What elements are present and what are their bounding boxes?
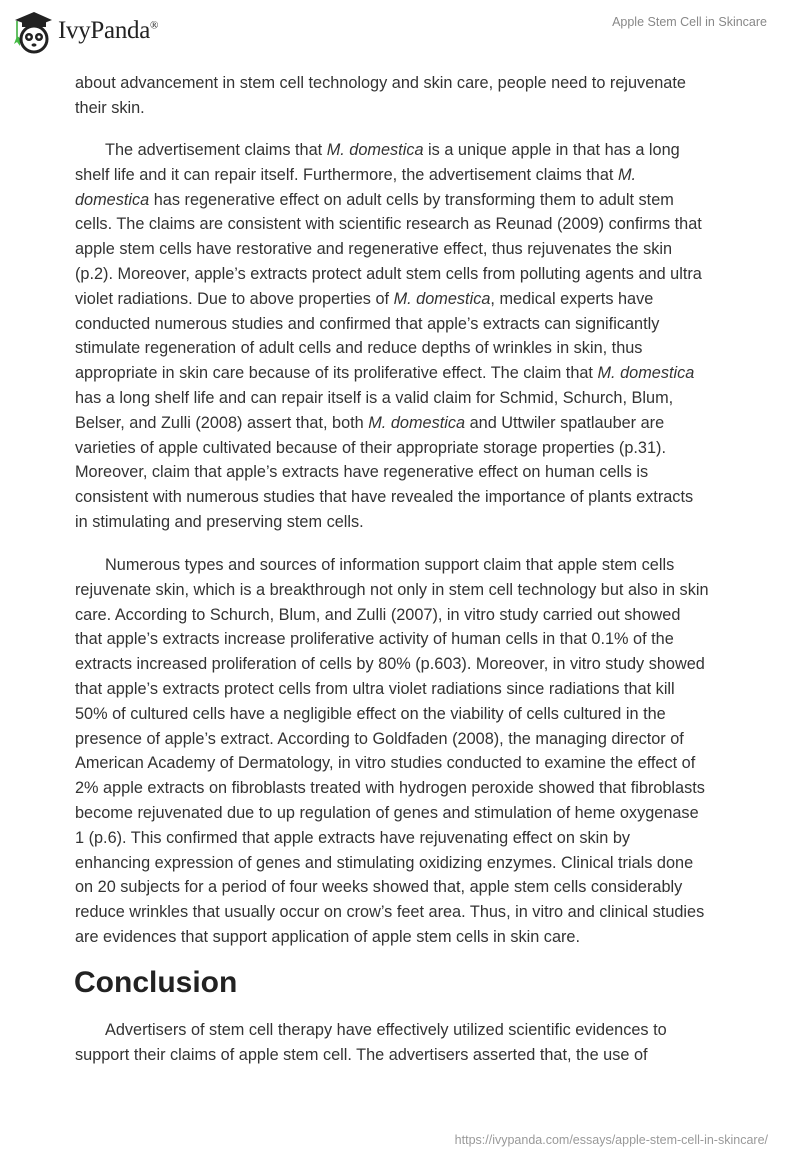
document-title: Apple Stem Cell in Skincare — [612, 15, 767, 29]
text-run: in stimulating and preserving stem cells. — [75, 512, 364, 531]
text-run: conducted numerous studies and confirmed that apple’s extracts can significantly — [75, 314, 660, 333]
italic-text-run: M. domestica — [597, 364, 695, 383]
text-line — [75, 287, 735, 312]
text-line — [75, 652, 735, 677]
text-run: and Uttwiler spatlauber are — [465, 413, 665, 432]
text-run: presence of apple’s extract. According to Goldfaden (2008), the managing director of — [75, 729, 684, 748]
text-run: 1 (p.6). This confirmed that apple extracts have rejuvenating effect on skin by — [75, 828, 631, 847]
text-line — [75, 1043, 735, 1068]
text-line — [75, 553, 735, 578]
text-run: Belser, and Zulli (2008) assert that, both — [75, 413, 369, 432]
text-line — [75, 460, 735, 485]
text-line — [75, 71, 735, 96]
text-line — [75, 262, 735, 287]
text-line — [75, 485, 735, 510]
text-run: care. According to Schurch, Blum, and Zulli (2007), in vitro study carried out showed — [75, 605, 681, 624]
panda-graduate-icon — [12, 8, 52, 54]
text-line — [75, 436, 735, 461]
text-run: are evidences that support application of apple stem cells in skin care. — [75, 927, 580, 946]
text-line — [75, 851, 735, 876]
text-line — [75, 702, 735, 727]
italic-text-run: M. domestica — [326, 141, 424, 159]
paragraph — [75, 138, 735, 535]
source-url[interactable]: https://ivypanda.com/essays/apple-stem-cell-in-skincare/ — [454, 1133, 768, 1147]
text-run: has regenerative effect on adult cells by transforming them to adult stem — [149, 190, 674, 209]
text-run: cells. The claims are consistent with scientific research as Reunad (2009) confirms that — [75, 215, 702, 234]
text-line — [75, 188, 735, 213]
italic-text-run: M. domestica — [393, 289, 491, 308]
text-run: The advertisement claims that — [105, 141, 327, 159]
text-line — [75, 900, 735, 925]
text-line — [75, 801, 735, 826]
text-line — [75, 312, 735, 337]
text-line — [75, 411, 735, 436]
text-line — [75, 163, 735, 188]
text-line — [75, 826, 735, 851]
text-run: Numerous types and sources of information support claim that apple stem cells — [105, 556, 675, 574]
italic-text-run: M. domestica — [368, 413, 466, 432]
ivypanda-logo[interactable] — [12, 8, 158, 54]
text-run: extracts increased proliferation of cells by 80% (p.603). Moreover, in vitro study showed — [75, 655, 705, 674]
text-run: that apple’s extracts protect cells from ultra violet radiations since radiations that kill — [75, 679, 675, 698]
paragraph — [75, 553, 735, 950]
text-run: consistent with numerous studies that have revealed the importance of plants extracts — [75, 488, 694, 507]
text-run: reduce wrinkles that usually occur on crow’s feet area. Thus, in vitro and clinical studies — [75, 903, 705, 922]
text-line — [75, 386, 735, 411]
text-run: varieties of apple cultivated because of their appropriate storage properties (p.31). — [75, 438, 666, 457]
paragraph — [75, 71, 735, 121]
text-line — [75, 361, 735, 386]
text-line — [75, 627, 735, 652]
text-run: stimulate regeneration of adult cells and reduce depths of wrinkles in skin, thus — [75, 339, 643, 358]
text-run: become rejuvenated due to up regulation of genes and stimulation of heme oxygenase — [75, 803, 699, 822]
text-line — [75, 96, 735, 121]
text-run: , medical experts have — [490, 289, 654, 308]
text-line — [75, 1018, 735, 1043]
text-line — [75, 677, 735, 702]
text-line — [75, 578, 735, 603]
text-line — [75, 751, 735, 776]
text-run: American Academy of Dermatology, in vitro studies conducted to examine the effect of — [75, 754, 696, 773]
text-run: appropriate in skin care because of its proliferative effect. The claim that — [75, 364, 598, 383]
logo-text: IvyPanda® — [58, 17, 159, 44]
text-run: apple stem cells have restorative and regenerative effect, thus rejuvenates the skin — [75, 240, 673, 259]
italic-text-run: M. — [617, 165, 637, 184]
text-line — [75, 925, 735, 950]
paragraph — [75, 1018, 735, 1068]
text-line — [75, 212, 735, 237]
text-line — [75, 237, 735, 262]
section-heading-conclusion: Conclusion — [74, 966, 238, 999]
text-run: rejuvenate skin, which is a breakthrough not only in stem cell technology but also in skin — [75, 580, 709, 599]
text-run: Advertisers of stem cell therapy have effectively utilized scientific evidences to — [105, 1021, 667, 1039]
text-run: about advancement in stem cell technology and skin care, people need to rejuvenate — [75, 74, 686, 92]
text-run: their skin. — [75, 98, 145, 117]
text-run: 2% apple extracts on fibroblasts treated with hydrogen peroxide showed that fibroblasts — [75, 779, 705, 798]
text-line — [75, 875, 735, 900]
text-run: shelf life and it can repair itself. Furthermore, the advertisement claims that — [75, 165, 618, 184]
text-run: Moreover, claim that apple’s extracts have regenerative effect on human cells is — [75, 463, 649, 482]
text-line — [75, 336, 735, 361]
italic-text-run: domestica — [75, 190, 150, 209]
text-run: 50% of cultured cells have a negligible effect on the viability of cells cultured in the — [75, 704, 666, 723]
text-run: support their claims of apple stem cell. The advertisers asserted that, the use of — [75, 1045, 648, 1064]
text-line — [75, 603, 735, 628]
text-line — [75, 510, 735, 535]
text-run: enhancing expression of genes and stimulating oxidizing enzymes. Clinical trials done — [75, 853, 694, 872]
text-run: is a unique apple in that has a long — [423, 141, 680, 159]
text-line — [75, 138, 735, 163]
text-line — [75, 776, 735, 801]
text-line — [75, 727, 735, 752]
text-run: that apple’s extracts increase proliferative activity of human cells in that 0.1% of the — [75, 630, 674, 649]
text-run: (p.2). Moreover, apple’s extracts protect adult stem cells from polluting agents and ultra — [75, 264, 702, 283]
text-run: has a long shelf life and can repair itself is a valid claim for Schmid, Schurch, Blum, — [75, 388, 674, 407]
text-run: violet radiations. Due to above properties of — [75, 289, 394, 308]
text-run: on 20 subjects for a period of four weeks showed that, apple stem cells considerably — [75, 878, 683, 897]
